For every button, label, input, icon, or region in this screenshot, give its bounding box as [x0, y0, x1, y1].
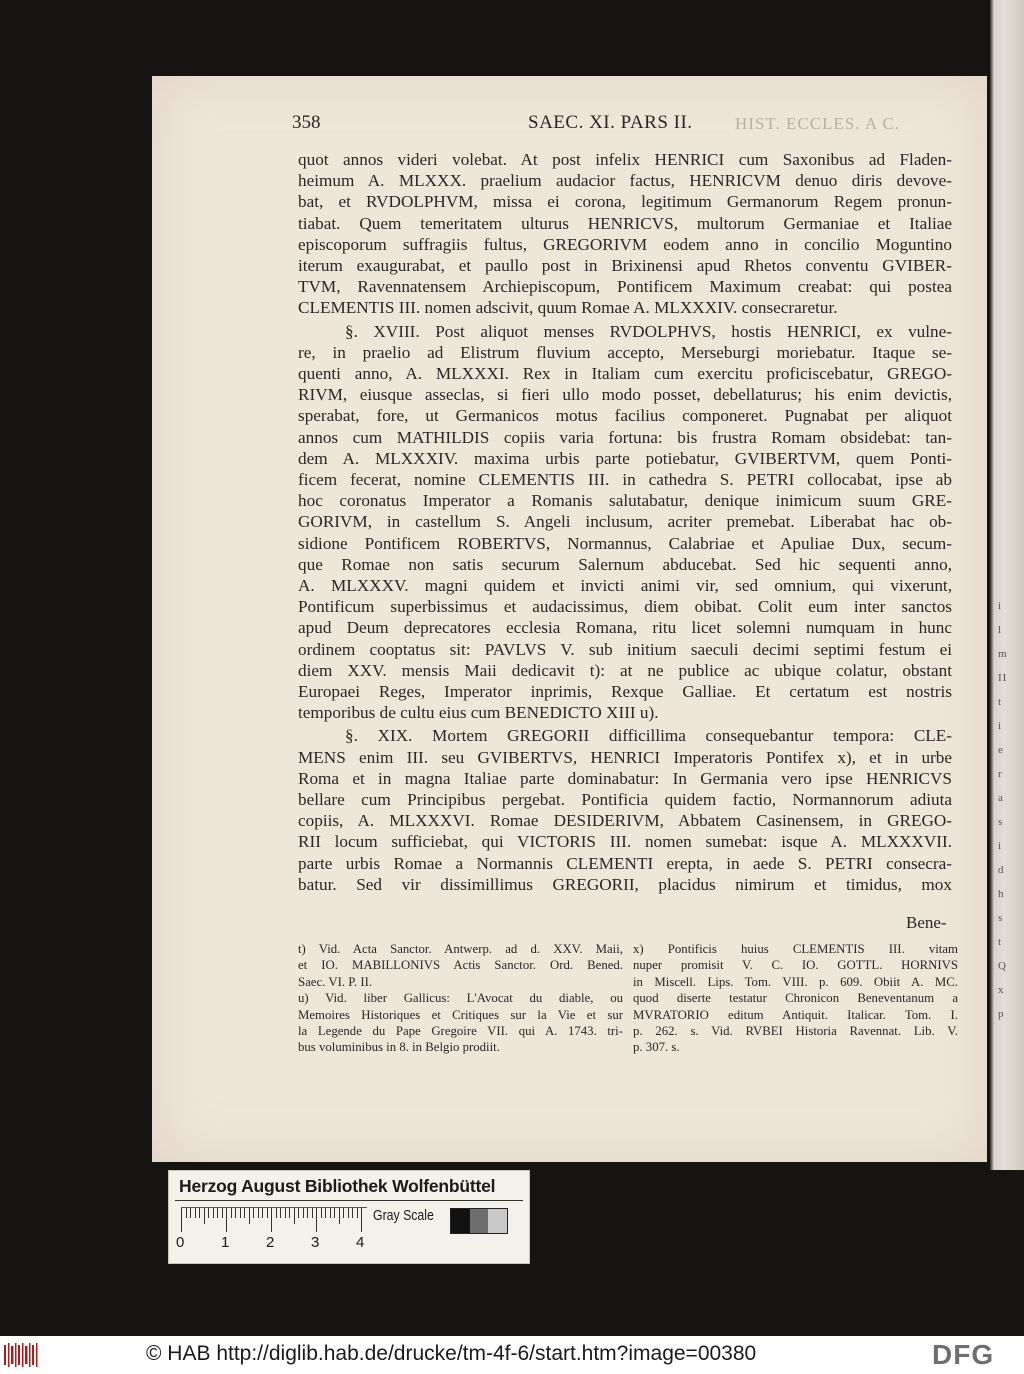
- ruler-number: 0: [176, 1234, 185, 1251]
- body-line: sperabat, fore, ut Germanicos motus facilius componeret. Pugnabat per aliquot: [298, 406, 952, 426]
- ruler-tick: [280, 1208, 281, 1218]
- ruler-tick: [294, 1208, 295, 1224]
- ruler-tick: [361, 1208, 362, 1232]
- body-line: bellare cum Principibus pergebat. Pontificia quidem factio, Normannorum adiuta: [298, 790, 952, 809]
- body-line: dem A. MLXXXIV. maxima urbis parte potiebatur, GVIBERTVM, quem Ponti-: [298, 448, 952, 468]
- copyright-link[interactable]: © HAB http://diglib.hab.de/drucke/tm-4f-6/start.htm?image=00380: [146, 1342, 757, 1365]
- body-line: CLEMENTIS III. nomen adscivit, quum Romae A. MLXXXIV. consecraretur.: [298, 298, 838, 318]
- ruler-tick: [240, 1208, 241, 1218]
- footnote-line: MVRATORIO editum Antiquit. Italicar. Tom. I.: [633, 1007, 958, 1022]
- ruler-tick: [276, 1208, 277, 1218]
- catchword: Bene-: [906, 913, 947, 932]
- body-line: heimum A. MLXXX. praelium audacior factus, HENRICVM denuo diris devove-: [298, 171, 952, 191]
- ruler-tick: [199, 1208, 200, 1218]
- body-line: episcoporum suffragiis fultus, GREGORIVM eodem anno in concilio Moguntino: [298, 234, 952, 254]
- body-line: annos cum MATHILDIS copiis varia fortuna: bis frustra Romam obsidebat: tan-: [298, 427, 952, 447]
- body-line: Roma et in magna Italiae parte dominabatur: In Germania vero ipse HENRICVS: [298, 768, 952, 788]
- body-line: A. MLXXXV. magni quidem et invicti animi vir, sed omnium, qui vixerunt,: [298, 576, 952, 595]
- gray-scale-bar: [450, 1208, 508, 1234]
- ruler-tick: [267, 1208, 268, 1218]
- bleed-letter: p: [998, 1008, 1005, 1020]
- bleed-letter: s: [998, 912, 1004, 924]
- ruler-tick: [325, 1208, 326, 1218]
- body-line: re, in praelio ad Elistrum fluvium accepto, Merseburgi moriebatur. Itaque se-: [298, 342, 952, 362]
- ruler-tick: [217, 1208, 218, 1218]
- body-line: iterum exaugurabat, et paullo post in Brixinensi apud Rhetos conventu GVIBER-: [298, 256, 952, 275]
- footnote-line: nuper promisit V. C. IO. GOTTL. HORNIVS: [633, 958, 958, 973]
- bleed-through-header: HIST. ECCLES. A C.: [735, 114, 901, 133]
- ruler-number: 3: [311, 1234, 320, 1251]
- footnote-line: p. 262. s. Vid. RVBEI Historia Ravennat. Lib. V.: [633, 1024, 958, 1038]
- ruler-tick: [235, 1208, 236, 1218]
- body-line: TVM, Ravennatensem Archiepiscopum, Pontificem Maximum creabat: qui postea: [298, 277, 952, 297]
- ruler-tick: [316, 1208, 317, 1232]
- ruler-tick: [213, 1208, 214, 1218]
- card-divider: [175, 1200, 523, 1201]
- ruler-tick: [271, 1208, 272, 1232]
- bleed-letter: l: [998, 624, 1003, 636]
- body-line: apud Deum deprecatores ecclesia Romana, ritu licet solemni numquam in hunc: [298, 618, 952, 638]
- bleed-letter: h: [998, 888, 1005, 900]
- ruler-tick: [334, 1208, 335, 1218]
- bleed-letter: r: [998, 768, 1003, 780]
- ruler-tick: [289, 1208, 290, 1218]
- ruler-tick: [204, 1208, 205, 1224]
- ruler-tick: [195, 1208, 196, 1218]
- body-line: que Romae non satis securum Salernum abducebat. Sed hic sequenti anno,: [298, 554, 952, 574]
- ruler-number: 4: [356, 1234, 365, 1251]
- bleed-letter: d: [998, 864, 1005, 876]
- body-line: tiabat. Quem temeritatem ulturus HENRICVS, multorum Germaniae et Italiae: [298, 213, 952, 233]
- ruler-number: 1: [221, 1234, 230, 1251]
- body-line: diem XXV. mensis Maii dedicavit t): at ne publice ac ubique colatur, obstant: [298, 660, 952, 680]
- body-line: batur. Sed vir dissimillimus GREGORII, placidus nimirum et timidus, mox: [298, 874, 952, 894]
- body-line: ficem fecerat, nomine CLEMENTIS III. in cathedra S. PETRI collocabat, ipse ab: [298, 470, 952, 489]
- body-line: parte urbis Romae a Normannis CLEMENTI erepta, in aede S. PETRI consecra-: [298, 853, 952, 873]
- body-line: GORIVM, in castellum S. Angeli inclusum, acriter premebat. Liberabat hac ob-: [298, 512, 952, 532]
- bleed-letter: m: [998, 648, 1008, 660]
- bleed-letter: i: [998, 720, 1003, 732]
- bleed-letter: i: [998, 600, 1003, 612]
- bleed-letter: x: [998, 984, 1005, 996]
- gray-swatch-mid: [470, 1209, 489, 1233]
- ruler-tick: [253, 1208, 254, 1218]
- footnote-line: Memoires Historiques et Critiques sur la Vie et sur: [298, 1007, 623, 1022]
- body-line: quot annos videri volebat. At post infelix HENRICI cum Saxonibus ad Fladen-: [298, 150, 952, 169]
- ruler-tick: [303, 1208, 304, 1218]
- ruler-tick: [298, 1208, 299, 1218]
- adjacent-page-edge: [990, 0, 1024, 1170]
- body-line: MENS enim III. seu GVIBERTVS, HENRICI Imperatoris Pontifex x), et in urbe: [298, 747, 952, 767]
- footer-bar: [0, 1336, 1024, 1374]
- ruler-tick: [249, 1208, 250, 1224]
- bleed-letter: e: [998, 744, 1004, 756]
- body-line: ordinem cooptatus sit: PAVLVS V. sub initium saeculi decimi septimi festum ei: [298, 639, 952, 659]
- ruler-tick: [190, 1208, 191, 1218]
- footnote-line: et IO. MABILLONIVS Actis Sanctor. Ord. Bened.: [298, 958, 623, 973]
- body-line: RII locum sufficiebat, qui VICTORIS III. nomen sumebat: isque A. MLXXXVII.: [298, 832, 952, 852]
- body-line: temporibus de cultu eius cum BENEDICTO XIII u).: [298, 703, 659, 723]
- ruler-tick: [343, 1208, 344, 1218]
- footnote-line: bus voluminibus in 8. in Belgio prodiit.: [298, 1040, 500, 1055]
- bleed-letter: i: [998, 840, 1003, 852]
- ruler-tick: [321, 1208, 322, 1218]
- page-number: 358: [292, 112, 321, 133]
- bleed-letter: s: [998, 816, 1004, 828]
- ruler-tick: [208, 1208, 209, 1218]
- ruler-tick: [231, 1208, 232, 1218]
- gray-scale-label: Gray Scale: [373, 1207, 434, 1224]
- ruler-tick: [181, 1208, 182, 1232]
- bleed-letter: a: [998, 792, 1004, 804]
- ruler-tick: [357, 1208, 358, 1218]
- footnote-line: in Miscell. Lips. Tom. VIII. p. 609. Obiit A. MC.: [633, 974, 958, 989]
- footnote-line: x) Pontificis huius CLEMENTIS III. vitam: [633, 942, 958, 956]
- library-name: Herzog August Bibliothek Wolfenbüttel: [179, 1176, 496, 1196]
- ruler-tick: [312, 1208, 313, 1218]
- footnote-line: t) Vid. Acta Sanctor. Antwerp. ad d. XXV. Maii,: [298, 942, 623, 956]
- ruler-tick: [348, 1208, 349, 1218]
- ruler-tick: [226, 1208, 227, 1232]
- gray-swatch-light: [488, 1209, 507, 1233]
- ruler-tick: [262, 1208, 263, 1218]
- footnote-line: la Legende du Pape Gregoire VII. qui A. 1743. tri-: [298, 1024, 623, 1038]
- footnote-line: Saec. VI. P. II.: [298, 974, 373, 989]
- body-line: copiis, A. MLXXXVI. Romae DESIDERIVM, Abbatem Casinensem, in GREGO-: [298, 811, 952, 831]
- body-line: bat, et RVDOLPHVM, missa ei corona, legitimum Germanorum Regem pronun-: [298, 192, 952, 212]
- dfg-logo: DFG: [932, 1339, 995, 1370]
- ruler-tick: [222, 1208, 223, 1218]
- body-line: hoc coronatus Imperator a Romanis salutabatur, denique inimicum suum GRE-: [298, 491, 952, 511]
- gray-swatch-dark: [451, 1209, 470, 1233]
- body-line: §. XVIII. Post aliquot menses RVDOLPHVS, hostis HENRICI, ex vulne-: [345, 321, 952, 341]
- body-line: §. XIX. Mortem GREGORII difficillima consequebantur tempora: CLE-: [345, 726, 952, 746]
- body-line: RIVM, eiusque asseclas, si fieri ullo modo posset, debellaturus; his enim devictis,: [298, 385, 952, 405]
- ruler-tick: [244, 1208, 245, 1218]
- ruler-number: 2: [266, 1234, 275, 1251]
- ruler-tick: [285, 1208, 286, 1218]
- barcode-icon: [4, 1343, 38, 1367]
- body-line: Europaei Reges, Imperator inprimis, Rexque Galliae. Et certatum est nostris: [298, 682, 952, 701]
- body-line: Pontificum superbissimus et audacissimus, diem obibat. Colit eum inter sanctos: [298, 597, 952, 617]
- bleed-letter: II: [998, 672, 1008, 684]
- ruler-tick: [330, 1208, 331, 1218]
- ruler-tick: [258, 1208, 259, 1218]
- ruler-tick: [307, 1208, 308, 1218]
- bleed-letter: t: [998, 936, 1003, 948]
- ruler-tick: [186, 1208, 187, 1218]
- footnote-line: quod diserte testatur Chronicon Beneventanum a: [633, 991, 958, 1006]
- footnote-line: p. 307. s.: [633, 1040, 680, 1055]
- bleed-letter: Q: [998, 960, 1007, 972]
- body-line: quenti anno, A. MLXXXI. Rex in Italiam cum exercitu proficiscebatur, GREGO-: [298, 364, 952, 383]
- ruler-tick: [352, 1208, 353, 1218]
- running-head: SAEC. XI. PARS II.: [528, 112, 693, 133]
- measurement-ruler: [181, 1207, 367, 1234]
- footnote-line: u) Vid. liber Gallicus: L'Avocat du diable, ou: [298, 991, 623, 1006]
- ruler-tick: [339, 1208, 340, 1224]
- bleed-letter: t: [998, 696, 1003, 708]
- body-line: sidione Pontificem ROBERTVS, Normannus, Calabriae et Apuliae Dux, secum-: [298, 533, 952, 553]
